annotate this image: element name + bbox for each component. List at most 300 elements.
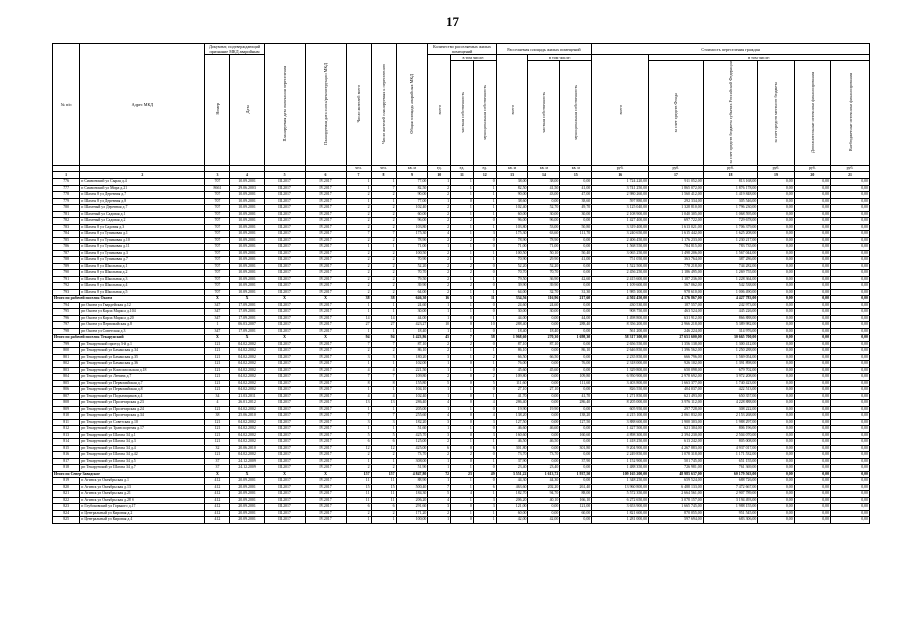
table-cell: 802 (53, 361, 80, 368)
table-cell: 2 (371, 348, 396, 355)
table-cell: 1 (473, 361, 496, 368)
table-cell: 707 (205, 244, 230, 251)
table-cell: 784 815,00 (649, 244, 704, 251)
table-cell: 60,00 (496, 510, 528, 517)
table-cell: 0,00 (758, 237, 794, 244)
table-cell: X (205, 296, 230, 303)
table-cell: 0,00 (560, 439, 592, 446)
table-cell: 2 (346, 263, 371, 270)
table-cell: 2 406 450,00 (592, 237, 649, 244)
table-cell: 41,00 (560, 185, 592, 192)
table-cell: 25.06.2010 (230, 413, 264, 420)
table-cell: 2 394 230,00 (649, 432, 704, 439)
table-cell: 10.09.2001 (230, 218, 264, 225)
table-cell: п Шахты 8 ул Школьная д.5 (80, 289, 205, 296)
header-rooms-total: всего (428, 55, 451, 166)
table-cell: 805 008,00 (703, 439, 758, 446)
table-cell: 11 (473, 296, 496, 303)
table-cell: 2 (346, 276, 371, 283)
table-cell: 0,00 (560, 465, 592, 472)
table-cell: 0,00 (794, 224, 830, 231)
table-cell: 1 724 220,00 (592, 179, 649, 186)
table-cell: 0 (451, 374, 474, 381)
table-cell: рп Окоем ул Первомайская д.8 (80, 322, 205, 329)
table-cell: 38,60 (496, 198, 528, 205)
table-cell: 66,50 (496, 354, 528, 361)
table-cell: 0,00 (831, 224, 870, 231)
table-cell: III.2017 (264, 224, 305, 231)
table-cell: 0,00 (794, 296, 830, 303)
table-cell: 778 218,00 (649, 263, 704, 270)
table-cell: 04.02.2002 (230, 341, 264, 348)
table-cell: 1 187 236,00 (649, 276, 704, 283)
table-cell: 3 (346, 419, 371, 426)
table-cell: 0,00 (794, 510, 830, 517)
table-cell: Итого по рабочей поселок Текарунский (53, 335, 205, 342)
table-cell: 798 (53, 328, 80, 335)
table-cell: 41,70 (560, 393, 592, 400)
table-cell: IV.2017 (305, 283, 346, 290)
table-cell: III.2017 (264, 257, 305, 264)
table-cell: 679 702,00 (703, 367, 758, 374)
table-cell: 0,00 (758, 218, 794, 225)
table-cell: 0,00 (794, 250, 830, 257)
table-cell: X (230, 335, 264, 342)
table-cell: 4 (428, 413, 451, 420)
table-cell: 46,50 (496, 439, 528, 446)
table-cell: 1 663 377,00 (649, 380, 704, 387)
table-cell: п Шахты 8 ул Школьная д.2 (80, 270, 205, 277)
table-cell: 788 (53, 257, 80, 264)
table-cell: 10.09.2001 (230, 198, 264, 205)
table-cell: 744 282,00 (703, 263, 758, 270)
table-cell: 1 328 810,00 (649, 205, 704, 212)
table-cell: 121 (205, 367, 230, 374)
table-cell: 261,40 (560, 484, 592, 491)
table-cell: 38,00 (496, 179, 528, 186)
table-cell: IV.2017 (305, 465, 346, 472)
table-cell: 795 (53, 309, 80, 316)
table-cell: 0,00 (831, 387, 870, 394)
table-row (53, 517, 870, 524)
table-cell: 2 (451, 452, 474, 459)
table-cell: 0 (473, 218, 496, 225)
table-cell: 0,00 (794, 426, 830, 433)
table-cell: 707 (205, 250, 230, 257)
table-cell: 10.09.2001 (230, 250, 264, 257)
table-cell: 2 (346, 192, 371, 199)
table-cell: 102,00 (396, 361, 428, 368)
table-cell: 116,96 (528, 296, 560, 303)
table-cell: IV.2017 (305, 387, 346, 394)
table-cell: 20.09.2001 (230, 517, 264, 524)
table-cell: 1 (451, 192, 474, 199)
table-cell: 0,00 (758, 465, 794, 472)
table-cell: 707 (205, 263, 230, 270)
table-cell: Итого по рабочей поселок Окоем (53, 296, 205, 303)
table-cell: 0,00 (794, 406, 830, 413)
table-cell: IV.2017 (305, 361, 346, 368)
table-cell: 0,00 (831, 510, 870, 517)
table-cell: 111,60 (496, 380, 528, 387)
table-cell: 707 (205, 218, 230, 225)
table-cell: 0,00 (831, 406, 870, 413)
table-cell: IV.2017 (305, 374, 346, 381)
table-cell: 82,50 (496, 185, 528, 192)
table-cell: 20.09.2001 (230, 484, 264, 491)
table-cell: 1 (451, 185, 474, 192)
table-cell: 1 (451, 250, 474, 257)
table-cell: 0 (451, 504, 474, 511)
table-cell: 4 (346, 393, 371, 400)
table-cell: 2 (428, 250, 451, 257)
unit-cell: руб. (758, 165, 794, 172)
table-cell: III.2017 (264, 367, 305, 374)
table-cell: 04.02.2002 (230, 426, 264, 433)
table-cell: 822 (53, 497, 80, 504)
table-cell: п Шахты 8 ул Деревная д.8 (80, 198, 205, 205)
table-cell: 0,00 (794, 179, 830, 186)
table-cell: 0 (473, 406, 496, 413)
table-cell: 1 (451, 309, 474, 316)
table-cell: 0,00 (758, 374, 794, 381)
table-cell: 0,00 (794, 348, 830, 355)
table-cell: III.2017 (264, 478, 305, 485)
header-cost-local-budget: за счет средств местного бюджета (758, 61, 794, 166)
table-cell: 125,00 (396, 439, 428, 446)
table-cell: 2 (346, 257, 371, 264)
table-cell: 1 186 495,00 (649, 270, 704, 277)
unit-cell: руб. (592, 165, 649, 172)
column-index-cell: 13 (496, 172, 528, 179)
table-cell: 39,90 (528, 283, 560, 290)
table-cell: 2 (371, 263, 396, 270)
column-index-cell: 19 (758, 172, 794, 179)
table-cell: 31,30 (560, 289, 592, 296)
table-cell: 0,00 (831, 322, 870, 329)
table-cell: 0,00 (831, 465, 870, 472)
table-cell: 1 348 250,00 (592, 478, 649, 485)
table-cell: IV.2017 (305, 413, 346, 420)
table-cell: 0 (473, 367, 496, 374)
table-cell: 1 (346, 387, 371, 394)
table-cell: 2 (346, 452, 371, 459)
table-cell: X (305, 296, 346, 303)
table-cell: 783 (53, 224, 80, 231)
table-cell: 0,00 (794, 270, 830, 277)
table-cell: III.2017 (264, 205, 305, 212)
table-cell: 82,50 (396, 185, 428, 192)
table-cell: 42,60 (560, 276, 592, 283)
table-cell: IV.2017 (305, 510, 346, 517)
table-cell: рп Текарунский ул Шахты 34 д.3 (80, 439, 205, 446)
table-cell: 347 (205, 309, 230, 316)
table-cell: 4 (428, 231, 451, 238)
table-cell: 2 (428, 185, 451, 192)
table-cell: 1 (428, 387, 451, 394)
table-cell: 0,00 (560, 452, 592, 459)
table-cell: 0,00 (758, 276, 794, 283)
table-cell: 0,00 (831, 218, 870, 225)
table-cell: 8 205 000,00 (592, 400, 649, 407)
table-cell: рп Текарунский ул Шахты 34 д.4 (80, 445, 205, 452)
table-cell: 217,60 (560, 296, 592, 303)
table-cell: 1 (428, 517, 451, 524)
table-cell: п Шахты 8 ул Тупиковая д.3 (80, 250, 205, 257)
table-cell: IV.2017 (305, 406, 346, 413)
table-cell: 800 (53, 348, 80, 355)
table-cell: 347 (205, 328, 230, 335)
table-cell: 5 (346, 432, 371, 439)
table-cell: 49,70 (560, 205, 592, 212)
table-cell: 6 (346, 504, 371, 511)
table-cell: 12 (346, 445, 371, 452)
table-cell: 4 (371, 367, 396, 374)
table-cell: 44,30 (528, 478, 560, 485)
table-cell: 812 (53, 426, 80, 433)
column-index-cell: 3 (205, 172, 230, 179)
unit-cell: кв. м (528, 165, 560, 172)
table-cell: 1 (451, 257, 474, 264)
table-cell: 4 (428, 497, 451, 504)
table-cell: 1 (428, 198, 451, 205)
table-cell: III.2017 (264, 192, 305, 199)
table-cell: 291,60 (396, 504, 428, 511)
table-cell: 0,00 (758, 205, 794, 212)
table-cell: 1 (371, 309, 396, 316)
table-cell: 0,00 (758, 510, 794, 517)
table-cell: 76,00 (496, 361, 528, 368)
table-cell: 04.02.2002 (230, 380, 264, 387)
table-cell: 73,70 (496, 452, 528, 459)
table-cell: IV.2017 (305, 484, 346, 491)
table-cell: 50,80 (560, 224, 592, 231)
table-cell: 87,10 (528, 341, 560, 348)
resettlement-register-table (52, 43, 870, 524)
table-cell: 70,90 (496, 257, 528, 264)
table-cell: 121 (205, 432, 230, 439)
table-cell: 707 (205, 205, 230, 212)
table-cell: 0 (473, 302, 496, 309)
table-cell: 2 108 900,00 (592, 211, 649, 218)
table-cell: рп Текарунский ул Пролетарская д.23 (80, 400, 205, 407)
header-rooms-private: частная собственность (451, 61, 474, 166)
table-cell: 127,50 (560, 419, 592, 426)
table-cell: 11 (371, 478, 396, 485)
table-cell: 4 937 017,00 (703, 445, 758, 452)
table-cell: п Шахты 8 ул Тупиковая д.11 (80, 244, 205, 251)
table-cell: 5 389 982,00 (703, 322, 758, 329)
table-cell: 1 (451, 328, 474, 335)
table-cell: 38 (346, 296, 371, 303)
table-cell: 1 419 848,00 (703, 192, 758, 199)
table-cell: IV.2017 (305, 205, 346, 212)
table-cell: 0,00 (758, 517, 794, 524)
table-cell: 0,00 (758, 185, 794, 192)
table-cell: 40,10 (528, 497, 560, 504)
table-cell: 41,00 (560, 257, 592, 264)
table-cell: 1 (346, 185, 371, 192)
table-cell: 2 (371, 465, 396, 472)
table-cell: 0,00 (758, 458, 794, 465)
table-cell: 3 (346, 354, 371, 361)
table-cell: IV.2017 (305, 309, 346, 316)
table-cell: 96,00 (396, 218, 428, 225)
table-cell: 60,00 (560, 510, 592, 517)
table-cell: 20.09.2001 (230, 510, 264, 517)
unit-cell: ед. (451, 165, 474, 172)
table-cell: 30,00 (396, 309, 428, 316)
table-cell: 5 (428, 491, 451, 498)
table-cell: 2 664 561,00 (649, 491, 704, 498)
table-cell: 347 (205, 315, 230, 322)
table-cell: 7 (371, 413, 396, 420)
table-cell: 0,00 (831, 192, 870, 199)
table-cell: 86,10 (496, 348, 528, 355)
table-cell: 52,20 (396, 263, 428, 270)
table-cell: 463,60 (496, 484, 528, 491)
table-cell: 0,00 (758, 302, 794, 309)
table-cell: 1 (473, 211, 496, 218)
table-cell: 0,00 (560, 406, 592, 413)
header-doc-date: Дата (230, 55, 264, 166)
table-cell: 0,00 (831, 250, 870, 257)
table-cell: 0,00 (831, 211, 870, 218)
table-cell: 0,00 (831, 517, 870, 524)
table-cell: 0,00 (794, 380, 830, 387)
table-cell: 36,90 (528, 276, 560, 283)
table-cell: 11 (371, 497, 396, 504)
table-cell: рп Текарунский ул Бамакская д.35 (80, 354, 205, 361)
table-cell: 0,00 (528, 510, 560, 517)
table-cell: III.2017 (264, 322, 305, 329)
table-cell: 10.09.2001 (230, 283, 264, 290)
table-cell: 2 980 260,00 (592, 192, 649, 199)
table-cell: 688 726,00 (703, 478, 758, 485)
table-cell: 0,00 (758, 361, 794, 368)
table-cell: 2 (428, 270, 451, 277)
table-cell: 301,80 (496, 445, 528, 452)
table-cell: 646,30 (396, 296, 428, 303)
table-cell: 3 (428, 354, 451, 361)
table-cell: 0,00 (560, 179, 592, 186)
table-cell: X (230, 471, 264, 478)
header-rooms-group: Количество расселяемых жилых помещений (428, 44, 496, 55)
table-cell: 1 (473, 257, 496, 264)
table-cell: 2 (428, 276, 451, 283)
table-cell: 171,20 (396, 510, 428, 517)
table-cell: 0 (451, 517, 474, 524)
table-cell: 0,00 (758, 426, 794, 433)
table-cell: 1 (473, 458, 496, 465)
table-cell: 0,00 (794, 432, 830, 439)
table-cell: 1 (473, 289, 496, 296)
table-cell: IV.2017 (305, 237, 346, 244)
table-cell: 14 (346, 315, 371, 322)
table-cell: 0,00 (831, 179, 870, 186)
table-cell: 10.09.2001 (230, 224, 264, 231)
table-cell: 292 334,00 (649, 198, 704, 205)
table-cell: 0,00 (794, 419, 830, 426)
table-cell: 1 (371, 458, 396, 465)
table-cell: 88,00 (560, 491, 592, 498)
table-cell: 1 (428, 244, 451, 251)
table-cell: 799 (53, 341, 80, 348)
table-cell: 1 (451, 478, 474, 485)
table-cell: III.2017 (264, 439, 305, 446)
table-cell: 780 (53, 205, 80, 212)
table-cell: 0 (451, 458, 474, 465)
table-cell: 246 224,00 (649, 328, 704, 335)
table-cell: 0,00 (560, 341, 592, 348)
table-cell: 29,90 (528, 257, 560, 264)
table-cell: 3 (371, 419, 396, 426)
table-cell: 1 (451, 179, 474, 186)
table-cell: 0,00 (528, 400, 560, 407)
table-cell: 951 545,00 (703, 510, 758, 517)
table-cell: III.2017 (264, 400, 305, 407)
table-cell: п Сиявонский ул Мира д.21 (80, 185, 205, 192)
table-cell: 0,00 (758, 257, 794, 264)
table-cell: 0,00 (794, 452, 830, 459)
table-cell: 7 (428, 484, 451, 491)
table-cell: 666 796,00 (649, 354, 704, 361)
table-cell: 605 950,00 (592, 406, 649, 413)
table-cell: п Шахты 8 ул Садовая д.3 (80, 224, 205, 231)
header-planned-demolition: Планируемая дата сноса/реконструкции МКД (305, 44, 346, 166)
table-cell: 0,00 (794, 465, 830, 472)
table-cell: 782 (53, 218, 80, 225)
table-cell: 0 (451, 380, 474, 387)
table-cell: IV.2017 (305, 263, 346, 270)
unit-cell: чел. (346, 165, 371, 172)
table-cell: 2 (428, 439, 451, 446)
table-cell: 71,00 (396, 244, 428, 251)
table-cell: 182,70 (496, 491, 528, 498)
table-cell: 0,00 (758, 179, 794, 186)
table-cell: 2 415 600,00 (592, 276, 649, 283)
table-cell: 1 040 305,00 (649, 211, 704, 218)
table-cell: IV.2017 (305, 322, 346, 329)
table-cell: 806 196,00 (703, 426, 758, 433)
table-cell: 813 (53, 432, 80, 439)
table-cell: 2 504 070,00 (703, 432, 758, 439)
table-cell: 0 (473, 179, 496, 186)
table-cell: 0,00 (758, 452, 794, 459)
table-cell: рп Текарунский ул Шахты 34 д.5 (80, 458, 205, 465)
table-cell: рп Текарунский ул Пролетарская д.24 (80, 406, 205, 413)
header-area-total: всего (496, 55, 528, 166)
table-cell: 0,00 (560, 270, 592, 277)
column-index-cell: 10 (428, 172, 451, 179)
table-cell: III.2017 (264, 328, 305, 335)
table-cell: 0,00 (758, 315, 794, 322)
table-cell: 0,00 (560, 328, 592, 335)
table-cell: 1 281 000,00 (592, 517, 649, 524)
table-cell: 0,00 (831, 185, 870, 192)
table-cell: IV.2017 (305, 432, 346, 439)
table-cell: 1 568 550,00 (592, 244, 649, 251)
table-cell: 0,00 (758, 419, 794, 426)
table-cell: 0,00 (831, 328, 870, 335)
table-cell: 1 396 562,00 (649, 348, 704, 355)
table-cell: 0,00 (831, 198, 870, 205)
table-cell: 2 (371, 289, 396, 296)
table-cell: 4 215 100,00 (592, 413, 649, 420)
table-cell: 1 300 412,00 (703, 341, 758, 348)
table-cell: 71,00 (528, 244, 560, 251)
table-cell: 1 006 490,00 (703, 289, 758, 296)
